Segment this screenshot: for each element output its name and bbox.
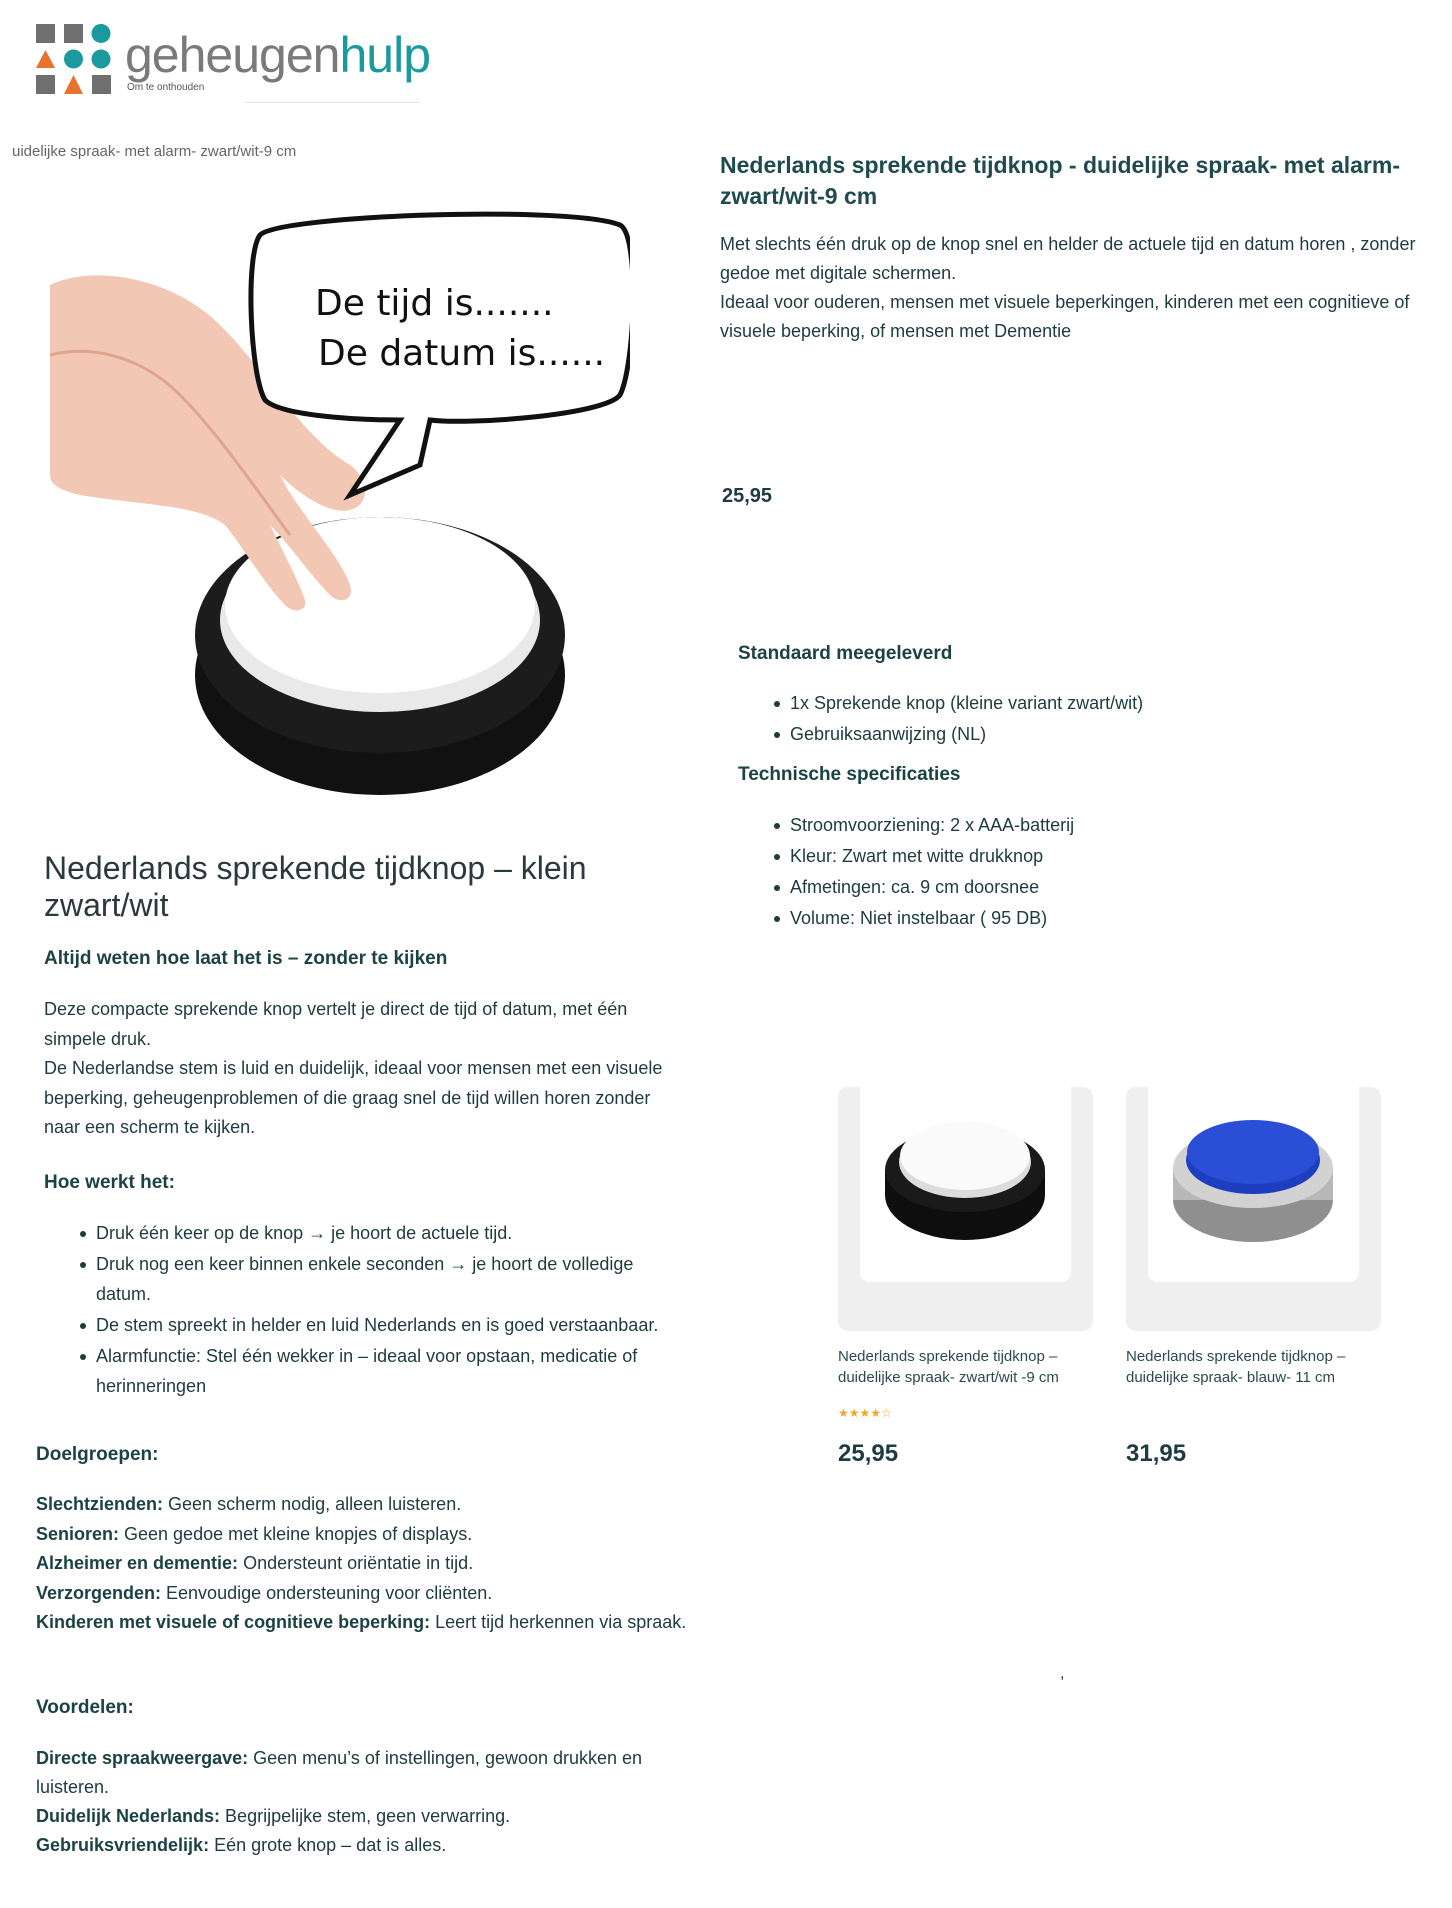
standard-heading: Standaard meegeleverd bbox=[738, 643, 953, 664]
standard-list bbox=[738, 688, 1143, 750]
brand-logo-text[interactable] bbox=[125, 26, 430, 84]
tech-heading: Technische specificaties bbox=[738, 764, 961, 785]
list-item: Volume: Niet instelbaar ( 95 DB) bbox=[790, 903, 1074, 934]
benefits-heading: Voordelen: bbox=[36, 1697, 134, 1718]
tech-list bbox=[738, 810, 1074, 934]
target-item: Slechtzienden: Geen scherm nodig, alleen luisteren. bbox=[36, 1494, 462, 1514]
product-intro bbox=[720, 230, 1440, 346]
product-intro-1: Met slechts één druk op de knop snel en helder de actuele tijd en datum horen , zonder gedoe met digitale schermen. bbox=[720, 234, 1416, 283]
description-paragraph-1: Deze compacte sprekende knop vertelt je direct de tijd of datum, met één simpele druk. bbox=[44, 999, 628, 1049]
target-item: Senioren: Geen gedoe met kleine knopjes of displays. bbox=[36, 1523, 473, 1544]
list-item: Gebruiksaanwijzing (NL) bbox=[790, 719, 1143, 750]
target-item: Verzorgenden: Eenvoudige ondersteuning voor cliënten. bbox=[36, 1582, 493, 1603]
brand-name-part2: hulp bbox=[339, 27, 430, 83]
description-title: Nederlands sprekende tijdknop – klein zwart/wit bbox=[44, 850, 587, 923]
target-item: Alzheimer en dementie: Ondersteunt oriëntatie in tijd. bbox=[36, 1553, 474, 1573]
brand-tagline: Om te onthouden bbox=[127, 82, 205, 93]
related-product-1-name[interactable]: Nederlands sprekende tijdknop – duidelijke spraak- zwart/wit -9 cm bbox=[838, 1348, 1059, 1386]
breadcrumb[interactable]: uidelijke spraak- met alarm- zwart/wit-9 cm bbox=[12, 143, 297, 160]
related-product-2-name[interactable]: Nederlands sprekende tijdknop – duidelijke spraak- blauw- 11 cm bbox=[1126, 1348, 1346, 1386]
product-hero-image bbox=[50, 205, 630, 805]
related-product-2-image[interactable] bbox=[1168, 1100, 1338, 1250]
list-item: Kleur: Zwart met witte drukknop bbox=[790, 841, 1074, 872]
star-rating: ★★★★☆ bbox=[838, 1406, 892, 1420]
benefit-item: Directe spraakweergave: Geen menu’s of instellingen, gewoon drukken en luisteren. bbox=[36, 1748, 643, 1797]
logo-mark-icon[interactable] bbox=[36, 24, 111, 94]
product-intro-2: Ideaal voor ouderen, mensen met visuele beperkingen, kinderen met een cognitieve of visuele beperking, of mensen met Dementie bbox=[720, 292, 1410, 341]
header-divider bbox=[245, 102, 420, 103]
description-subtitle: Altijd weten hoe laat het is – zonder te kijken bbox=[44, 948, 448, 969]
bubble-line-1: De tijd is....... bbox=[315, 283, 554, 324]
benefits-list bbox=[36, 1744, 696, 1860]
description-text bbox=[44, 995, 684, 1143]
benefit-item: Duidelijk Nederlands: Begrijpelijke stem, geen verwarring. bbox=[36, 1806, 511, 1826]
target-list bbox=[36, 1490, 696, 1638]
list-item: Afmetingen: ca. 9 cm doorsnee bbox=[790, 872, 1074, 903]
how-list bbox=[44, 1218, 684, 1402]
benefit-item: Gebruiksvriendelijk: Eén grote knop – dat is alles. bbox=[36, 1835, 447, 1855]
list-item: Stroomvoorziening: 2 x AAA-batterij bbox=[790, 810, 1074, 841]
list-item: Druk nog een keer binnen enkele seconden → je hoort de volledige datum. bbox=[96, 1249, 684, 1309]
product-title: Nederlands sprekende tijdknop - duidelijke spraak- met alarm- zwart/wit-9 cm bbox=[720, 152, 1400, 209]
target-heading: Doelgroepen: bbox=[36, 1444, 159, 1465]
product-price: 25,95 bbox=[722, 485, 773, 507]
list-item: 1x Sprekende knop (kleine variant zwart/wit) bbox=[790, 688, 1143, 719]
description-paragraph-2: De Nederlandse stem is luid en duidelijk, ideaal voor mensen met een visuele beperking, geheugenproblemen of die graag snel de tijd willen horen zonder naar een scherm te kijken. bbox=[44, 1058, 663, 1137]
list-item: Alarmfunctie: Stel één wekker in – ideaal voor opstaan, medicatie of herinneringen bbox=[96, 1341, 684, 1401]
list-item: Druk één keer op de knop → je hoort de actuele tijd. bbox=[96, 1218, 684, 1248]
bubble-line-2: De datum is...... bbox=[318, 333, 606, 374]
target-item: Kinderen met visuele of cognitieve beperking: Leert tijd herkennen via spraak. bbox=[36, 1612, 687, 1632]
stray-mark: , bbox=[1060, 1665, 1065, 1682]
brand-name-part1: geheugen bbox=[125, 27, 340, 83]
list-item: De stem spreekt in helder en luid Nederlands en is goed verstaanbaar. bbox=[96, 1310, 684, 1340]
how-heading: Hoe werkt het: bbox=[44, 1172, 175, 1193]
related-product-2-price: 31,95 bbox=[1126, 1440, 1187, 1467]
related-product-1-price: 25,95 bbox=[838, 1440, 899, 1467]
related-product-1-image[interactable] bbox=[880, 1100, 1050, 1250]
